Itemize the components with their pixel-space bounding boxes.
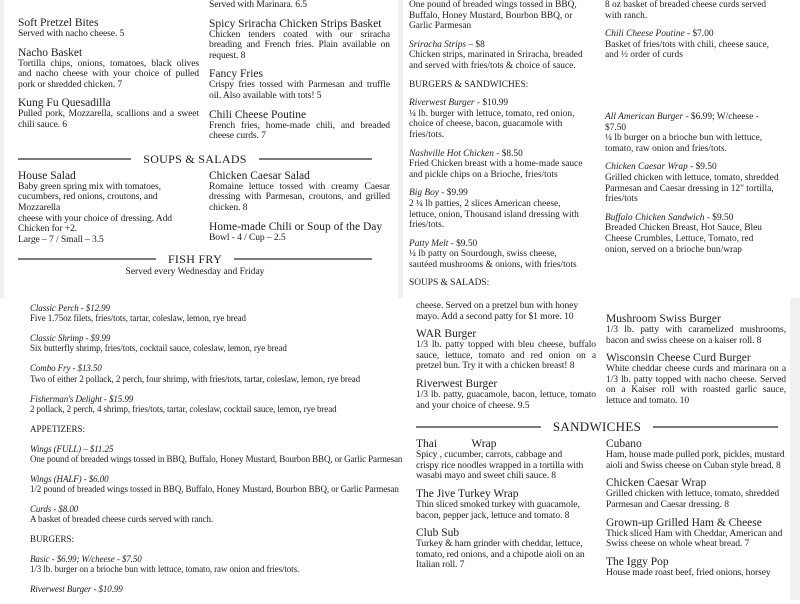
item-description: Tortilla chips, onions, tomatoes, black olives and nacho cheese with your choice of pulled pork or shredded chicken. 7 — [18, 57, 199, 90]
fish-fry-subtitle: Served every Wednesday and Friday — [125, 267, 265, 278]
burgers-grid — [416, 301, 786, 417]
item-description: One pound of breaded wings tossed in BBQ, Buffalo, Honey Mustard, Bourbon BBQ, or Garlic Parmesan — [30, 453, 403, 464]
item-name: Wings (HALF) — [30, 473, 82, 484]
item-price: – $11.25 — [81, 443, 114, 454]
menu-item — [209, 68, 390, 101]
item-name: Riverwest Burger — [409, 98, 475, 109]
menu-item — [606, 477, 786, 510]
item-name: Classic Shrimp — [30, 333, 84, 344]
item-description-fragment: cheese. Served on a pretzel bun with honey mayo. Add a second patty for $1 more. 10 — [416, 300, 579, 322]
menu-item — [30, 363, 406, 384]
item-description: Chicken strips, marinated in Sriracha, breaded and served with fries/tots & choice of sauce. — [409, 50, 583, 71]
item-price: - $15.99 — [101, 393, 134, 404]
section-title: SOUPS & SALADS — [143, 151, 247, 166]
item-name: Home-made Chili or Soup of the Day — [209, 220, 383, 233]
item-description: Breaded Chicken Breast, Hot Sauce, Bleu Cheese Crumbles, Lettuce, Tomato, red onion, served on a brioche bun/wrap — [605, 223, 762, 255]
divider — [259, 158, 372, 160]
item-name: Chicken Caesar Wrap — [605, 162, 688, 173]
item-description: Thin sliced smoked turkey with guacamole, bacon, pepper jack, lettuce and tomato. 8 — [416, 498, 580, 521]
burgers-left-column — [416, 301, 596, 417]
burgers-left-column — [409, 0, 599, 297]
item-name: Club Sub — [416, 527, 460, 540]
item-description-fragment: One pound of breaded wings tossed in BBQ, Buffalo, Honey Mustard, Bourbon BBQ, or Garlic Parmesan — [409, 0, 577, 32]
item-description: Pulled pork, Mozzarella, scallions and a sweet chili sauce. 6 — [18, 108, 199, 130]
item-description: Chicken tenders coated with our sriracha breading and French fries. Plain available on request. 8 — [209, 28, 390, 61]
category-heading: APPETIZERS: — [30, 423, 86, 434]
menu-item — [18, 97, 199, 130]
divider — [416, 426, 541, 428]
item-name: Soft Pretzel Bites — [18, 17, 99, 29]
menu-item — [416, 328, 596, 372]
item-price: - $10.99 — [91, 584, 123, 595]
item-name: Thai Wrap — [416, 438, 497, 451]
divider — [653, 426, 778, 428]
item-price: - $7.00 — [684, 29, 714, 40]
menu-item — [409, 149, 599, 181]
menu-item — [30, 584, 406, 594]
category-heading: BURGERS & SANDWICHES: — [409, 79, 529, 90]
divider — [18, 258, 156, 260]
item-name: Mushroom Swiss Burger — [606, 313, 721, 325]
section-header-soups-salads — [18, 152, 372, 166]
section-title: SANDWICHES — [552, 419, 642, 435]
menu-item — [409, 239, 599, 271]
item-price: - $8.50 — [493, 148, 523, 159]
item-price: – $8 — [466, 39, 485, 50]
section-title: FISH FRY — [167, 252, 223, 267]
burgers-left-list — [409, 40, 599, 289]
divider — [18, 158, 131, 160]
menu-page-burgers-sandwiches — [398, 0, 800, 298]
menu-item — [606, 313, 786, 346]
item-name: Nacho Basket — [18, 46, 83, 59]
item-price: - $8.00 — [51, 504, 79, 515]
menu-item — [416, 378, 596, 411]
sandwiches-left-column — [416, 438, 596, 577]
menu-item — [30, 444, 406, 465]
item-name: Patty Melt — [409, 238, 449, 249]
item-name: Wings (FULL) — [30, 443, 82, 454]
item-description: 2 pollack, 2 perch, 4 shrimp, fries/tots, tartar, coleslaw, cocktail sauce, lemon, rye bread — [30, 403, 337, 414]
item-name: Classic Perch — [30, 303, 79, 313]
item-description: 1/3 lb. patty topped with bleu cheese, buffalo sauce, lettuce, tomato and red onion on a pretzel bun. Try it with a chicken breast! 8 — [416, 339, 596, 372]
item-price: - $9.50 — [687, 162, 717, 173]
menu-item — [605, 162, 797, 204]
item-price: - $9.50 — [704, 212, 734, 223]
item-name: Fisherman's Delight — [30, 393, 102, 404]
item-description: Six butterfly shrimp, fries/tots, cocktail sauce, coleslaw, lemon, rye bread — [30, 343, 287, 354]
divider — [234, 258, 372, 260]
menu-item — [416, 527, 596, 571]
menu-item — [30, 474, 406, 495]
item-description-fragment: Served with Marinara. 6.5 — [209, 0, 307, 10]
menu-item — [209, 18, 390, 62]
item-description: Served with nacho cheese. 5 — [18, 28, 125, 39]
item-description: 1/3 lb. patty, guacamole, bacon, lettuce, tomato and your choice of cheese. 9.5 — [416, 388, 596, 411]
menu-page-appetizers — [0, 0, 398, 298]
menu-item — [18, 170, 199, 246]
item-name: Curds — [30, 504, 52, 515]
soups-right-column — [209, 170, 390, 250]
item-description: Fried Chicken breast with a home-made sauce and pickle chips on a Brioche, fries/tots — [409, 159, 583, 180]
item-price: - $9.99 — [438, 188, 468, 199]
sandwiches-grid — [416, 438, 786, 584]
menu-item — [409, 40, 599, 72]
burgers-right-list-top — [605, 29, 797, 61]
item-name: The Iggy Pop — [606, 555, 669, 568]
item-price: - $6.99; W/cheese - $7.50 — [49, 554, 142, 565]
item-price: - $6.00 — [81, 473, 109, 484]
menu-item — [18, 47, 199, 91]
item-description: A basket of breaded cheese curds served with ranch. — [30, 514, 214, 525]
category-heading: BURGERS: — [30, 534, 75, 545]
soups-grid — [18, 170, 390, 253]
menu-item — [409, 98, 599, 140]
item-name: Combo Fry — [30, 363, 71, 374]
menu-item — [209, 170, 390, 214]
menu-item — [209, 221, 390, 244]
menu-item — [409, 188, 599, 230]
item-description: ¼ lb burger on a brioche bun with lettuce, tomato, raw onion and fries/tots. — [605, 133, 763, 154]
item-name: Cubano — [606, 438, 642, 451]
item-name: Grown-up Grilled Ham & Cheese — [606, 516, 762, 529]
item-description: House made roast beef, fried onions, horsey — [606, 566, 771, 578]
burgers-left-list — [416, 328, 596, 411]
item-description: 1/3 lb. patty with caramelized mushrooms, bacon and swiss cheese on a kaiser roll. 8 — [606, 324, 786, 346]
item-description: ¼ lb patty on Sourdough, swiss cheese, sautéed mushrooms & onions, with fries/tots — [409, 249, 577, 270]
item-description: Ham, house made pulled pork, pickles, mustard aioli and Swiss cheese on Cuban style bread. 8 — [606, 449, 785, 471]
item-description-fragment: 8 oz basket of breaded cheese curds served with ranch. — [605, 0, 767, 21]
item-name: Buffalo Chicken Sandwich — [605, 212, 705, 223]
item-name: House Salad — [18, 169, 76, 182]
category-heading: SOUPS & SALADS: — [409, 278, 490, 289]
item-description: Turkey & ham grinder with cheddar, lettuce, tomato, red onions, and a chipotle aioli on an Italian roll. 7 — [416, 538, 585, 571]
item-description: Basket of fries/tots with chili, cheese sauce, and ½ order of curds — [605, 39, 770, 61]
menu-item — [416, 488, 596, 521]
item-description: 1/3 lb. burger on a brioche bun with lettuce, tomato, raw onion and fries/tots. — [30, 564, 300, 575]
fish-fry-column — [30, 303, 406, 604]
appetizers-right-column — [209, 0, 390, 149]
item-price: - $10.99 — [474, 98, 509, 109]
item-name: WAR Burger — [416, 328, 477, 341]
item-name: All American Burger — [605, 112, 684, 122]
item-description: Thick sliced Ham with Cheddar, American and Swiss cheese on whole wheat bread. 7 — [606, 527, 783, 550]
item-price: - $6.99; W/cheese - $7.50 — [605, 112, 759, 133]
burgers-right-column-bottom — [605, 112, 797, 263]
item-name: Riverwest Burger — [30, 584, 92, 595]
menu-item — [606, 556, 786, 579]
item-name: Wisconsin Cheese Curd Burger — [606, 352, 751, 365]
item-price: - $9.99 — [83, 333, 111, 344]
item-name: The Jive Turkey Wrap — [416, 487, 519, 500]
item-description: Spicy , cucumber, carrots, cabbage and crispy rice noodles wrapped in a tortilla with wasabi mayo and sweet chili sauce. 8 — [416, 449, 584, 482]
item-name: Fancy Fries — [209, 68, 263, 81]
menu-item — [30, 504, 406, 525]
appetizers-grid — [18, 0, 390, 149]
item-name: Chili Cheese Poutine — [605, 29, 685, 40]
burgers-right-column — [606, 301, 786, 413]
item-price: - $13.50 — [70, 363, 102, 374]
item-name: Chicken Caesar Salad — [209, 169, 310, 182]
menu-item — [209, 109, 390, 142]
item-description: Two of either 2 pollack, 2 perch, four shrimp, with fries/tots, tartar, coleslaw, lemon, rye bread — [30, 373, 361, 384]
item-name: Chicken Caesar Wrap — [606, 477, 707, 490]
menu-item — [606, 352, 786, 406]
menu-item — [606, 517, 786, 550]
soups-left-column — [18, 170, 199, 253]
item-name: Chili Cheese Poutine — [209, 108, 307, 121]
appetizers-right-list — [209, 18, 390, 142]
item-name: Nashville Hot Chicken — [409, 148, 494, 159]
menu-item — [30, 394, 406, 415]
item-name: Spicy Sriracha Chicken Strips Basket — [209, 17, 382, 30]
burgers-right-column-top — [605, 0, 797, 69]
item-description: Bowl - 4 / Cup – 2.5 — [209, 231, 286, 243]
menu-item — [606, 438, 786, 471]
menu-item — [30, 303, 406, 324]
sandwiches-right-column — [606, 438, 786, 584]
item-name: Basic — [30, 554, 50, 565]
menu-item — [30, 333, 406, 354]
menu-item — [605, 112, 797, 154]
item-description: Grilled chicken with lettuce, tomato, shredded Parmesan and Caesar dressing. 8 — [606, 488, 780, 510]
section-header-fish-fry — [18, 252, 372, 266]
item-price: - $9.50 — [448, 238, 478, 249]
item-description: French fries, home-made chili, and breaded cheese curds. 7 — [209, 119, 390, 142]
item-name: Kung Fu Quesadilla — [18, 97, 111, 110]
item-description: Five 1.75oz filets, fries/tots, tartar, coleslaw, lemon, rye bread — [30, 313, 246, 324]
menu-item — [605, 29, 797, 61]
section-header-sandwiches — [416, 420, 778, 434]
item-name: Riverwest Burger — [416, 377, 498, 390]
item-description: Baby green spring mix with tomatoes, cucumbers, red onions, croutons, and Mozzarella cheese with your choice of dressing. Add Chicken for +2. Large – 7 / Small – 3.5 — [18, 180, 172, 245]
item-description: ¼ lb. burger with lettuce, tomato, red onion, choice of cheese, bacon, guacamole with fries/tots. — [409, 108, 575, 140]
item-name: Big Boy — [409, 188, 439, 199]
item-description: Crispy fries tossed with Parmesan and truffle oil. Also available with tots! 5 — [209, 79, 390, 101]
item-description: Romaine lettuce tossed with creamy Caesar dressing with Parmesan, croutons, and grilled chicken. 8 — [209, 180, 390, 213]
menu-page-fish-fry — [0, 298, 410, 600]
item-description: 2 ¼ lb patties, 2 slices American cheese, lettuce, onion, Thousand island dressing with fries/tots. — [409, 198, 579, 231]
menu-item — [18, 17, 199, 40]
menu-item — [30, 554, 406, 575]
menu-item — [605, 213, 797, 255]
item-description: 1/2 pound of breaded wings tossed in BBQ, Buffalo, Honey Mustard, Bourbon BBQ, or Garlic Parmesan — [30, 484, 399, 495]
menu-item — [416, 438, 596, 482]
item-description: White cheddar cheese curds and marinara on a 1/3 lb. patty topped with nacho cheese. Served on a Kaiser roll with roasted garlic sauce, lettuce and tomato. 10 — [606, 363, 786, 406]
appetizers-left-column — [18, 0, 199, 138]
item-price: - $12.99 — [78, 303, 110, 313]
item-name: Sriracha Strips — [409, 39, 467, 50]
menu-page-sandwiches — [410, 298, 800, 600]
item-description: Grilled chicken with lettuce, tomato, shredded Parmesan and Caesar dressing in 12" tortilla, fries/tots — [605, 172, 779, 205]
